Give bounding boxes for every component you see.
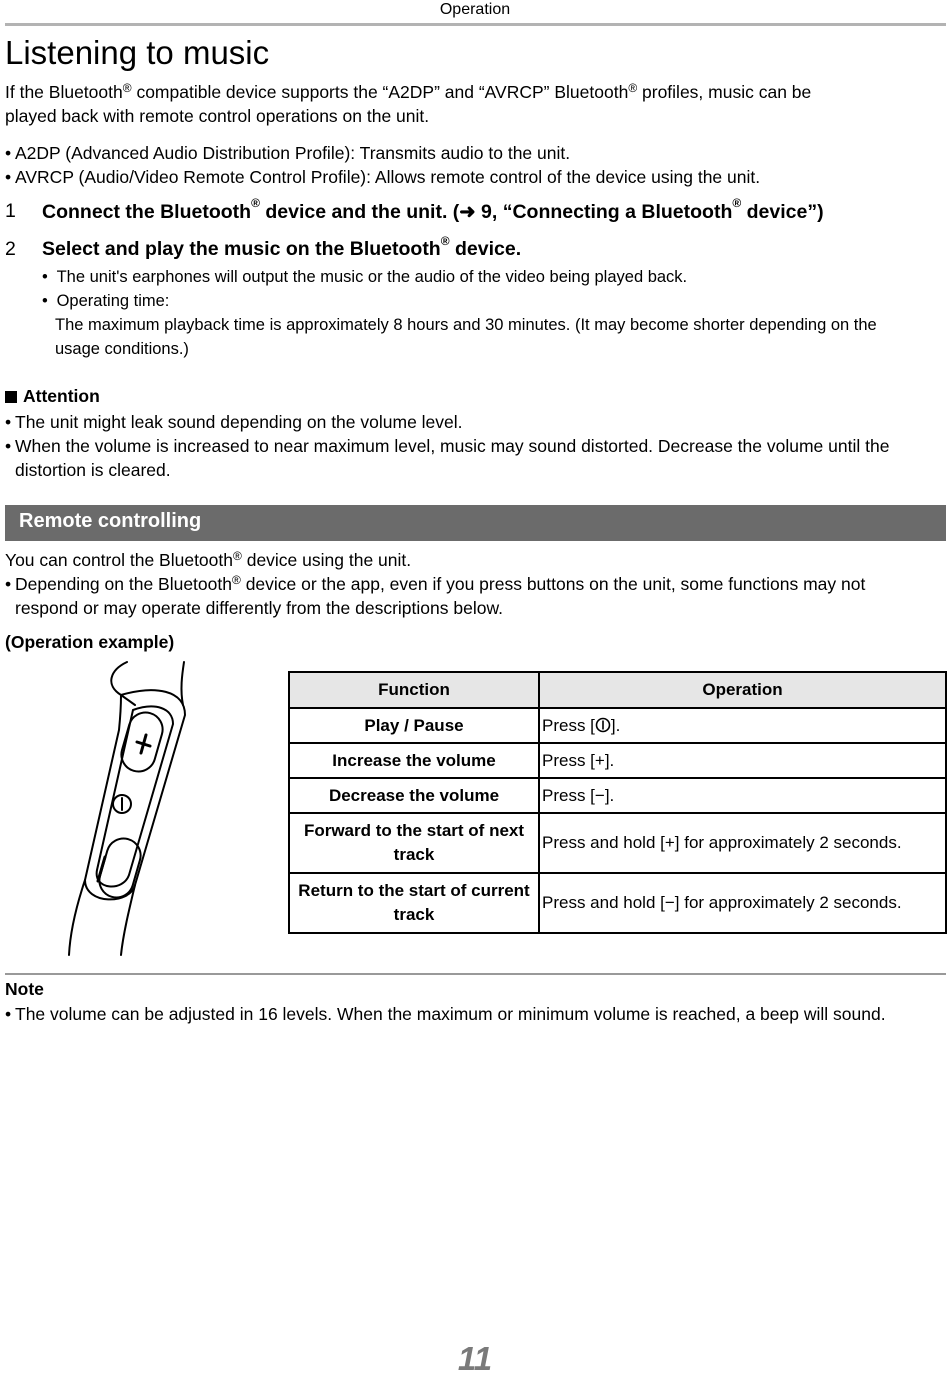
list-item <box>42 289 947 313</box>
table-row <box>289 778 946 813</box>
remote-text: Depending on the Bluetooth <box>15 574 232 594</box>
section-bar <box>5 505 946 541</box>
list-item <box>42 265 947 289</box>
bullet: • <box>5 1004 12 1024</box>
remote-text: respond or may operate differently from the descriptions below. <box>15 598 503 618</box>
operation-table <box>288 671 947 934</box>
profile-list <box>5 141 760 189</box>
function-cell: Decrease the volume <box>289 778 539 813</box>
bullet: • <box>5 412 12 432</box>
note-rule <box>5 973 946 975</box>
function-text: track <box>393 905 435 924</box>
attention-item: When the volume is increased to near maximum level, music may sound distorted. Decrease the volume until the <box>15 436 890 456</box>
bullet: • <box>5 167 12 187</box>
intro-text: compatible device supports the “A2DP” and “AVRCP” Bluetooth <box>131 82 629 102</box>
page-title: Listening to music <box>5 34 270 71</box>
remote-text: device or the app, even if you press buttons on the unit, some functions may not <box>240 574 866 594</box>
table-row <box>289 813 946 873</box>
operation-text: Press [ <box>542 715 595 735</box>
table-row <box>289 873 946 933</box>
note-operating-time: usage conditions.) <box>55 340 189 358</box>
note-operating-time: The maximum playback time is approximately 8 hours and 30 minutes. (It may become shorter depending on the <box>55 316 877 334</box>
operation-cell: Press and hold [+] for approximately 2 seconds. <box>539 813 946 873</box>
step-text-part: device. <box>449 238 522 260</box>
list-item <box>5 434 889 458</box>
step-number: 1 <box>5 200 16 222</box>
registered-mark: ® <box>251 196 260 210</box>
step-2-notes <box>42 265 947 361</box>
page-number: 11 <box>457 1340 493 1377</box>
step-text <box>42 234 522 261</box>
bullet: • <box>5 436 12 456</box>
note-output: The unit's earphones will output the music or the audio of the video being played back. <box>56 268 688 286</box>
note-heading: Note <box>5 979 44 999</box>
intro-text: If the Bluetooth <box>5 82 123 102</box>
remote-intro <box>5 548 865 620</box>
step-1 <box>0 196 950 228</box>
function-text: Forward to the start of next <box>303 821 525 840</box>
section-heading: Remote controlling <box>19 510 202 532</box>
step-number: 2 <box>5 238 16 260</box>
function-text: track <box>393 845 435 864</box>
remote-text: device using the unit. <box>241 550 412 570</box>
profile-avrcp: AVRCP (Audio/Video Remote Control Profile): Allows remote control of the device using the unit. <box>15 167 761 187</box>
registered-mark: ® <box>233 549 242 563</box>
list-item <box>5 1002 886 1026</box>
function-cell <box>289 873 539 933</box>
note-text: The volume can be adjusted in 16 levels. When the maximum or minimum volume is reached, a beep will sound. <box>15 1004 886 1024</box>
attention-heading <box>5 386 100 407</box>
step-text <box>42 196 824 224</box>
power-icon <box>595 717 611 733</box>
registered-mark: ® <box>732 196 742 210</box>
bullet: • <box>5 143 12 163</box>
bullet: • <box>42 292 48 310</box>
intro-paragraph <box>5 80 811 128</box>
step-text-part: device and the unit. (➜ 9, “Connecting a Bluetooth <box>259 201 733 223</box>
attention-list <box>5 410 889 482</box>
attention-item: distortion is cleared. <box>15 460 171 480</box>
step-2 <box>0 234 950 266</box>
operation-cell <box>539 708 946 743</box>
function-cell: Play / Pause <box>289 708 539 743</box>
step-text-part: Connect the Bluetooth <box>42 201 252 223</box>
table-row <box>289 708 946 743</box>
section-header: Operation <box>439 1 511 18</box>
step-text-part: Select and play the music on the Bluetooth <box>42 238 441 260</box>
operation-cell: Press and hold [−] for approximately 2 seconds. <box>539 873 946 933</box>
column-header-operation: Operation <box>539 672 946 708</box>
profile-a2dp: A2DP (Advanced Audio Distribution Profile): Transmits audio to the unit. <box>15 143 571 163</box>
bullet: • <box>42 268 48 286</box>
header-rule <box>5 23 946 26</box>
remote-text: You can control the Bluetooth <box>5 550 233 570</box>
function-cell <box>289 813 539 873</box>
registered-mark: ® <box>628 81 638 95</box>
intro-text: played back with remote control operations on the unit. <box>5 106 430 126</box>
intro-text: profiles, music can be <box>637 82 812 102</box>
function-text: Return to the start of current <box>298 881 530 900</box>
list-item <box>5 165 760 189</box>
registered-mark: ® <box>122 81 132 95</box>
column-header-function: Function <box>289 672 539 708</box>
list-item <box>5 410 889 434</box>
bullet: • <box>5 574 12 594</box>
registered-mark: ® <box>231 573 241 587</box>
example-label: (Operation example) <box>5 632 175 652</box>
operation-text: ]. <box>610 715 621 735</box>
step-text-part: device”) <box>741 201 824 223</box>
operation-cell: Press [−]. <box>539 778 946 813</box>
operation-cell: Press [+]. <box>539 743 946 778</box>
function-cell: Increase the volume <box>289 743 539 778</box>
note-operating-time-label: Operating time: <box>56 292 170 310</box>
attention-item: The unit might leak sound depending on the volume level. <box>15 412 463 432</box>
registered-mark: ® <box>440 234 450 248</box>
note-list <box>5 1002 886 1026</box>
table-header-row <box>289 672 946 708</box>
square-icon <box>5 391 17 403</box>
table-row <box>289 743 946 778</box>
attention-label: Attention <box>23 386 100 406</box>
remote-control-illustration <box>55 660 205 960</box>
list-item <box>5 141 760 165</box>
